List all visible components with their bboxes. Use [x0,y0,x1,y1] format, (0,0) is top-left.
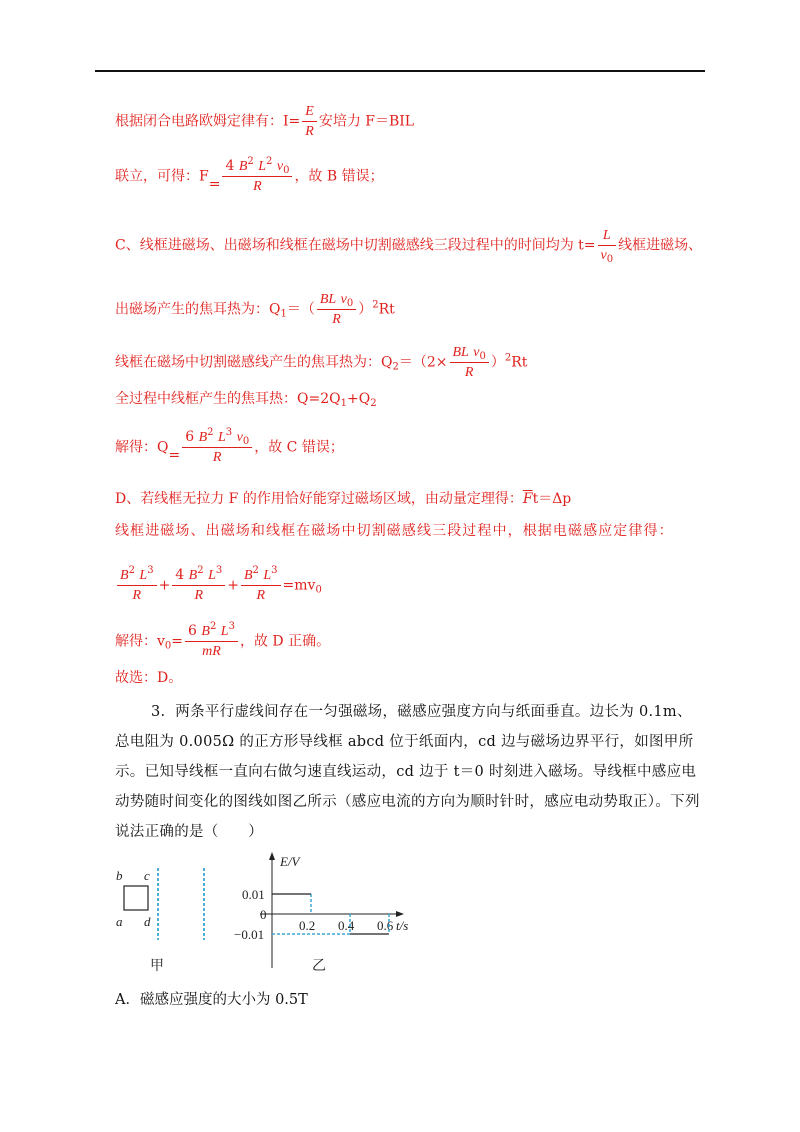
x-arrow [396,911,404,917]
question-body: 两条平行虚线间存在一匀强磁场，磁感应强度方向与纸面垂直。边长为 0.1m、总电阻为 0.005Ω 的正方形导线框 abcd 位于纸面内，cd 边与磁场边界平行，如图甲所示。已知导线框一直向右做匀速直线运动，cd 边于 t＝0 时刻进入磁场。导线框中感应电动势随时间变化的图线如图乙所示（感应电流的方向为顺时针时，感应电动势取正）。下列说法正确的是（ ） [115,704,700,840]
text: 线框进磁场、出磁场和线框在磁场中切割磁感线三段过程中，根据电磁感应定律得： [115,523,674,539]
line-q2 [115,343,527,382]
x-tick-label: 0.2 [299,918,316,933]
text: 线框进磁场、 [618,237,703,254]
y-arrow [269,852,275,860]
num: 6 [185,429,195,445]
x-label: t/s [396,918,409,933]
text: =mv [282,577,316,594]
y-tick-label: −0.01 [234,927,265,942]
sub: 0 [315,584,322,596]
exp: 2 [207,427,214,438]
fraction-e-over-r [302,102,317,141]
var-l: L [602,228,611,243]
question-number: 3. [151,704,166,720]
text: ＝（2× [398,354,448,371]
exp: 2 [252,565,259,576]
var-b: B [188,568,198,583]
exp: 3 [228,621,235,632]
line-ohm-law [115,102,414,141]
text: 联立，可得：F [115,168,209,185]
x-tick-label: 0.6 [377,918,394,933]
sub: 0 [164,640,172,652]
text: 全过程中线框产生的焦耳热：Q=2Q [115,391,341,407]
label-d: d [144,914,151,929]
fraction-force [222,157,292,196]
text: ，故 C 错误； [254,439,344,456]
var-mr: mR [202,644,221,659]
text: ，故 D 正确。 [239,633,331,650]
sub: 0 [606,254,614,265]
y-tick-label: 0.01 [242,887,265,902]
line-time [115,226,702,265]
var-l: L [258,159,267,174]
text: 解得：Q [115,439,169,456]
var-b: B [238,159,248,174]
text: 解得：v [115,633,165,650]
fraction-q [182,428,252,467]
wire-frame [124,886,148,910]
num: 4 [175,567,185,583]
fraction-term1 [117,566,157,605]
text: 线框在磁场中切割磁感线产生的焦耳热为：Q [115,354,393,371]
fraction-blv-over-r [317,290,356,329]
var-l: L [263,568,272,583]
label-c: c [144,868,150,883]
line-answer [115,668,182,688]
plus: + [158,577,171,594]
fraction-v0 [185,622,238,661]
text: Rt [378,301,395,318]
exp: 3 [271,565,278,576]
caption-yi: 乙 [312,958,326,974]
text: 故选：D。 [115,670,183,686]
caption-jia: 甲 [150,958,164,974]
var-b: B [120,568,129,583]
sub: 0 [242,436,250,447]
exp: 3 [215,565,223,576]
num: 6 [188,623,197,639]
text: t＝Δp [532,491,572,507]
text: D、若线框无拉力 F 的作用恰好能穿过磁场区域，由动量定理得： [115,491,523,507]
y-label-text: E/V [280,854,300,869]
var-l: L [208,568,216,583]
var-r: R [194,588,204,603]
text: ） [490,354,505,371]
line-momentum [115,489,571,509]
text: 安培力 F＝BIL [318,113,415,130]
exp: 3 [147,565,154,576]
line-q-result [115,428,344,467]
label-b: b [116,868,123,883]
sub: 1 [340,398,347,409]
var-b: B [198,430,208,445]
var-r: R [332,312,341,327]
num: 4 [225,158,235,174]
var-v: v [600,248,607,263]
sub: 2 [370,398,377,409]
fraction-blv-over-r [450,343,489,382]
label-a: a [116,914,123,929]
equals: = [171,633,184,650]
option-a [115,990,308,1010]
exp: 3 [225,427,233,438]
option-a-text: A．磁感应强度的大小为 0.5T [115,992,308,1008]
text: ） [358,301,373,318]
fraction-l-over-v [598,226,617,265]
exp: 2 [247,156,254,167]
text: +Q [346,391,371,407]
sub: 0 [283,165,290,176]
var-bl: BL [319,292,337,307]
var-r: R [253,179,262,194]
plus: + [227,577,239,594]
text: Rt [511,354,528,371]
line-q1 [115,290,395,329]
line-induction [115,521,674,541]
line-sum-equation [115,566,322,605]
emf-chart [234,852,408,968]
figure [100,848,430,980]
sub: 0 [346,298,354,309]
text: C、线框进磁场、出磁场和线框在磁场中切割磁感线三段过程中的时间均为 t= [115,237,596,254]
exp: 2 [209,621,217,632]
sub: 1 [280,308,287,320]
exp: 2 [372,299,379,311]
line-v0-result [115,622,330,661]
question-3 [115,697,705,847]
fraction-term3 [241,566,281,605]
fraction-term2 [172,566,225,605]
var-r: R [464,365,474,380]
var-f-bar: $\overline{F}$ [522,491,533,507]
var-v: v [473,345,480,360]
exp: 2 [197,565,204,576]
var-v: v [340,292,347,307]
var-r: R [305,124,314,139]
var-v: v [276,159,284,174]
equals: = [208,176,221,193]
var-v: v [236,430,243,445]
var-r: R [212,450,222,465]
text: ＝（ [286,301,315,318]
var-e: E [305,104,314,119]
y-tick-label: 0 [260,907,267,922]
var-r: R [256,588,266,603]
equals: = [168,447,181,464]
y-label [279,854,302,869]
var-bl: BL [452,345,469,360]
line-total-heat [115,389,377,409]
text: 根据闭合电路欧姆定律有：I= [115,113,301,130]
sub: 2 [392,361,399,373]
var-l: L [217,430,226,445]
line-force-result [115,157,384,196]
exp: 2 [504,352,512,364]
var-b: B [201,624,210,639]
text: 出磁场产生的焦耳热为：Q [115,301,281,318]
text: ，故 B 错误； [294,168,384,185]
var-l: L [139,568,148,583]
header-rule [95,70,705,72]
x-tick-label: 0.4 [338,918,355,933]
var-l: L [220,624,229,639]
var-r: R [132,588,142,603]
exp: 2 [128,565,135,576]
sub: 0 [479,351,486,362]
var-b: B [243,568,253,583]
exp: 2 [266,156,273,167]
